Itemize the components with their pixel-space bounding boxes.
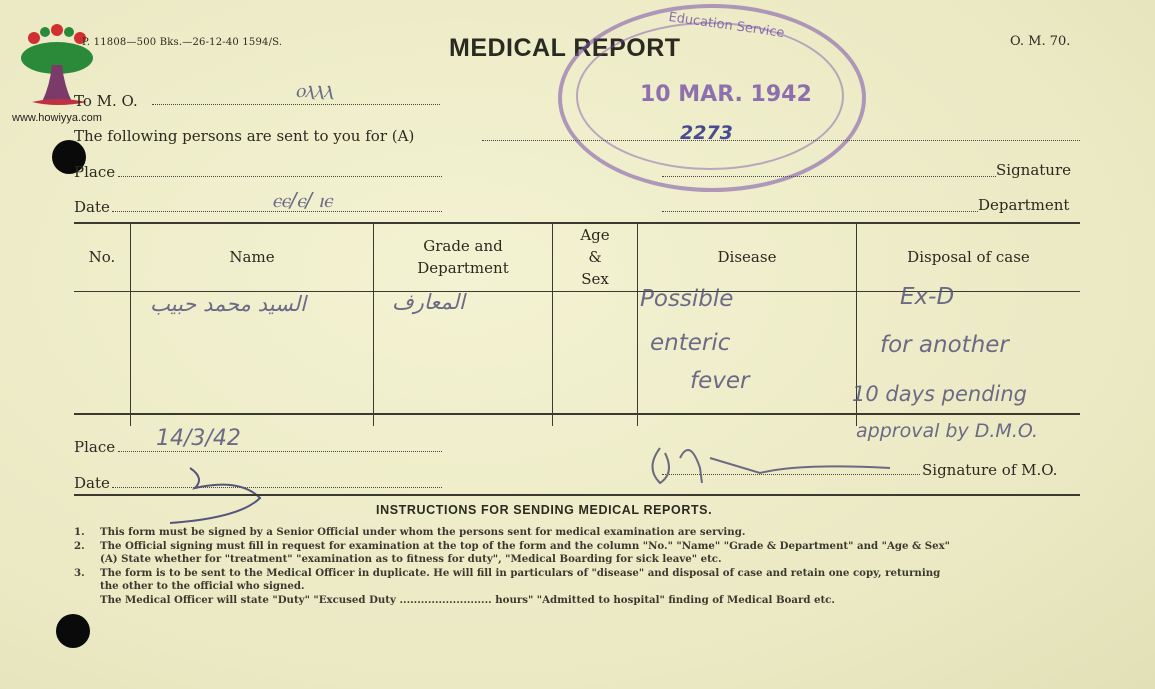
- signature-label: Signature: [996, 161, 1072, 179]
- handwritten-disease-line1: Possible: [640, 286, 734, 312]
- date-handwriting: ⲉⲉ/ⲉ/ ⲓⲉ: [272, 188, 333, 212]
- col-age-sex: [553, 223, 638, 292]
- col-disposal: Disposal of case: [857, 223, 1081, 292]
- instruction-text: (A) State whether for "treatment" "examination as to fitness for duty", "Medical Boarding for sick leave" etc.: [100, 553, 722, 565]
- to-mo-handwriting: ⲟⲗⲗⲗ: [295, 78, 333, 102]
- instruction-item: [74, 526, 1084, 540]
- col-grade-department-label: Grade and Department: [417, 237, 509, 277]
- instruction-item: [74, 594, 1084, 608]
- to-mo-line: [152, 104, 440, 105]
- stamp-date: 10 MAR. 1942: [640, 82, 812, 107]
- col-grade-department: [374, 223, 553, 292]
- handwritten-name: السيد محمد حبيب: [150, 292, 306, 316]
- col-disease: Disease: [638, 223, 857, 292]
- col-name: Name: [131, 223, 374, 292]
- instructions-top-rule: [74, 494, 1080, 496]
- cell-no: [74, 292, 131, 426]
- date-label: Date: [74, 198, 110, 216]
- instruction-item: [74, 567, 1084, 581]
- cell-age-sex: [553, 292, 638, 426]
- place-label: Place: [74, 163, 116, 181]
- stamp-top-text: Education Service: [667, 9, 786, 42]
- footer-date-scribble: [160, 458, 280, 528]
- handwritten-disposal-line4: approval by D.M.O.: [856, 420, 1039, 442]
- col-no: No.: [74, 223, 131, 292]
- table-bottom-rule: [74, 413, 1080, 415]
- form-code: O. M. 70.: [1010, 34, 1071, 49]
- signature-line: [662, 176, 996, 177]
- place-line: [118, 176, 442, 177]
- instruction-num: 3.: [74, 566, 85, 579]
- punch-hole-bottom: [56, 614, 90, 648]
- print-reference: P. 11808—500 Bks.—26-12-40 1594/S.: [82, 37, 283, 48]
- instruction-text: The Official signing must fill in request for examination at the top of the form and the column "No." "Name" "Grade & Department" and "Age & Sex": [100, 539, 950, 552]
- mo-signature-label: Signature of M.O.: [922, 461, 1058, 479]
- instructions-list: [74, 526, 1084, 607]
- following-persons-label: The following persons are sent to you for (A): [74, 127, 415, 145]
- mo-signature-scribble: [640, 428, 920, 498]
- footer-place-handwriting: 14/3/42: [156, 426, 241, 451]
- instructions-title: INSTRUCTIONS FOR SENDING MEDICAL REPORTS.: [376, 503, 713, 517]
- instruction-item: [74, 553, 1084, 567]
- stamp-number: 2273: [680, 122, 733, 144]
- col-age-sex-label: Age & Sex: [580, 226, 610, 288]
- logo-url-text: www.howiyya.com: [12, 112, 102, 124]
- instruction-text: The form is to be sent to the Medical Officer in duplicate. He will fill in particulars of "disease" and disposal of case and retain one copy, returning: [100, 566, 941, 579]
- instruction-item: [74, 540, 1084, 554]
- instruction-text: the other to the official who signed.: [100, 580, 305, 592]
- footer-place-line: [118, 451, 442, 452]
- department-line: [662, 211, 978, 212]
- form-title: MEDICAL REPORT: [449, 34, 681, 62]
- handwritten-disease-line3: fever: [690, 368, 750, 394]
- instruction-text: The Medical Officer will state "Duty" "Excused Duty .......................... hours" "Admitted to hospital" finding of Medical Board etc.: [100, 593, 835, 606]
- footer-date-label: Date: [74, 474, 110, 492]
- instruction-num: 2.: [74, 539, 85, 552]
- instruction-num: 1.: [74, 526, 85, 538]
- handwritten-disposal-line3: 10 days pending: [852, 382, 1028, 406]
- handwritten-disposal-line2: for another: [880, 332, 1009, 358]
- handwritten-disposal-line1: Ex-D: [900, 284, 955, 310]
- footer-place-label: Place: [74, 438, 116, 456]
- instruction-item: [74, 580, 1084, 594]
- instruction-text: This form must be signed by a Senior Official under whom the persons sent for medical examination are serving.: [100, 526, 746, 538]
- handwritten-grade: المعارف: [392, 290, 465, 314]
- department-label: Department: [978, 196, 1070, 214]
- handwritten-disease-line2: enteric: [650, 330, 731, 356]
- to-mo-label: To M. O.: [74, 92, 138, 110]
- following-persons-line: [482, 140, 1080, 141]
